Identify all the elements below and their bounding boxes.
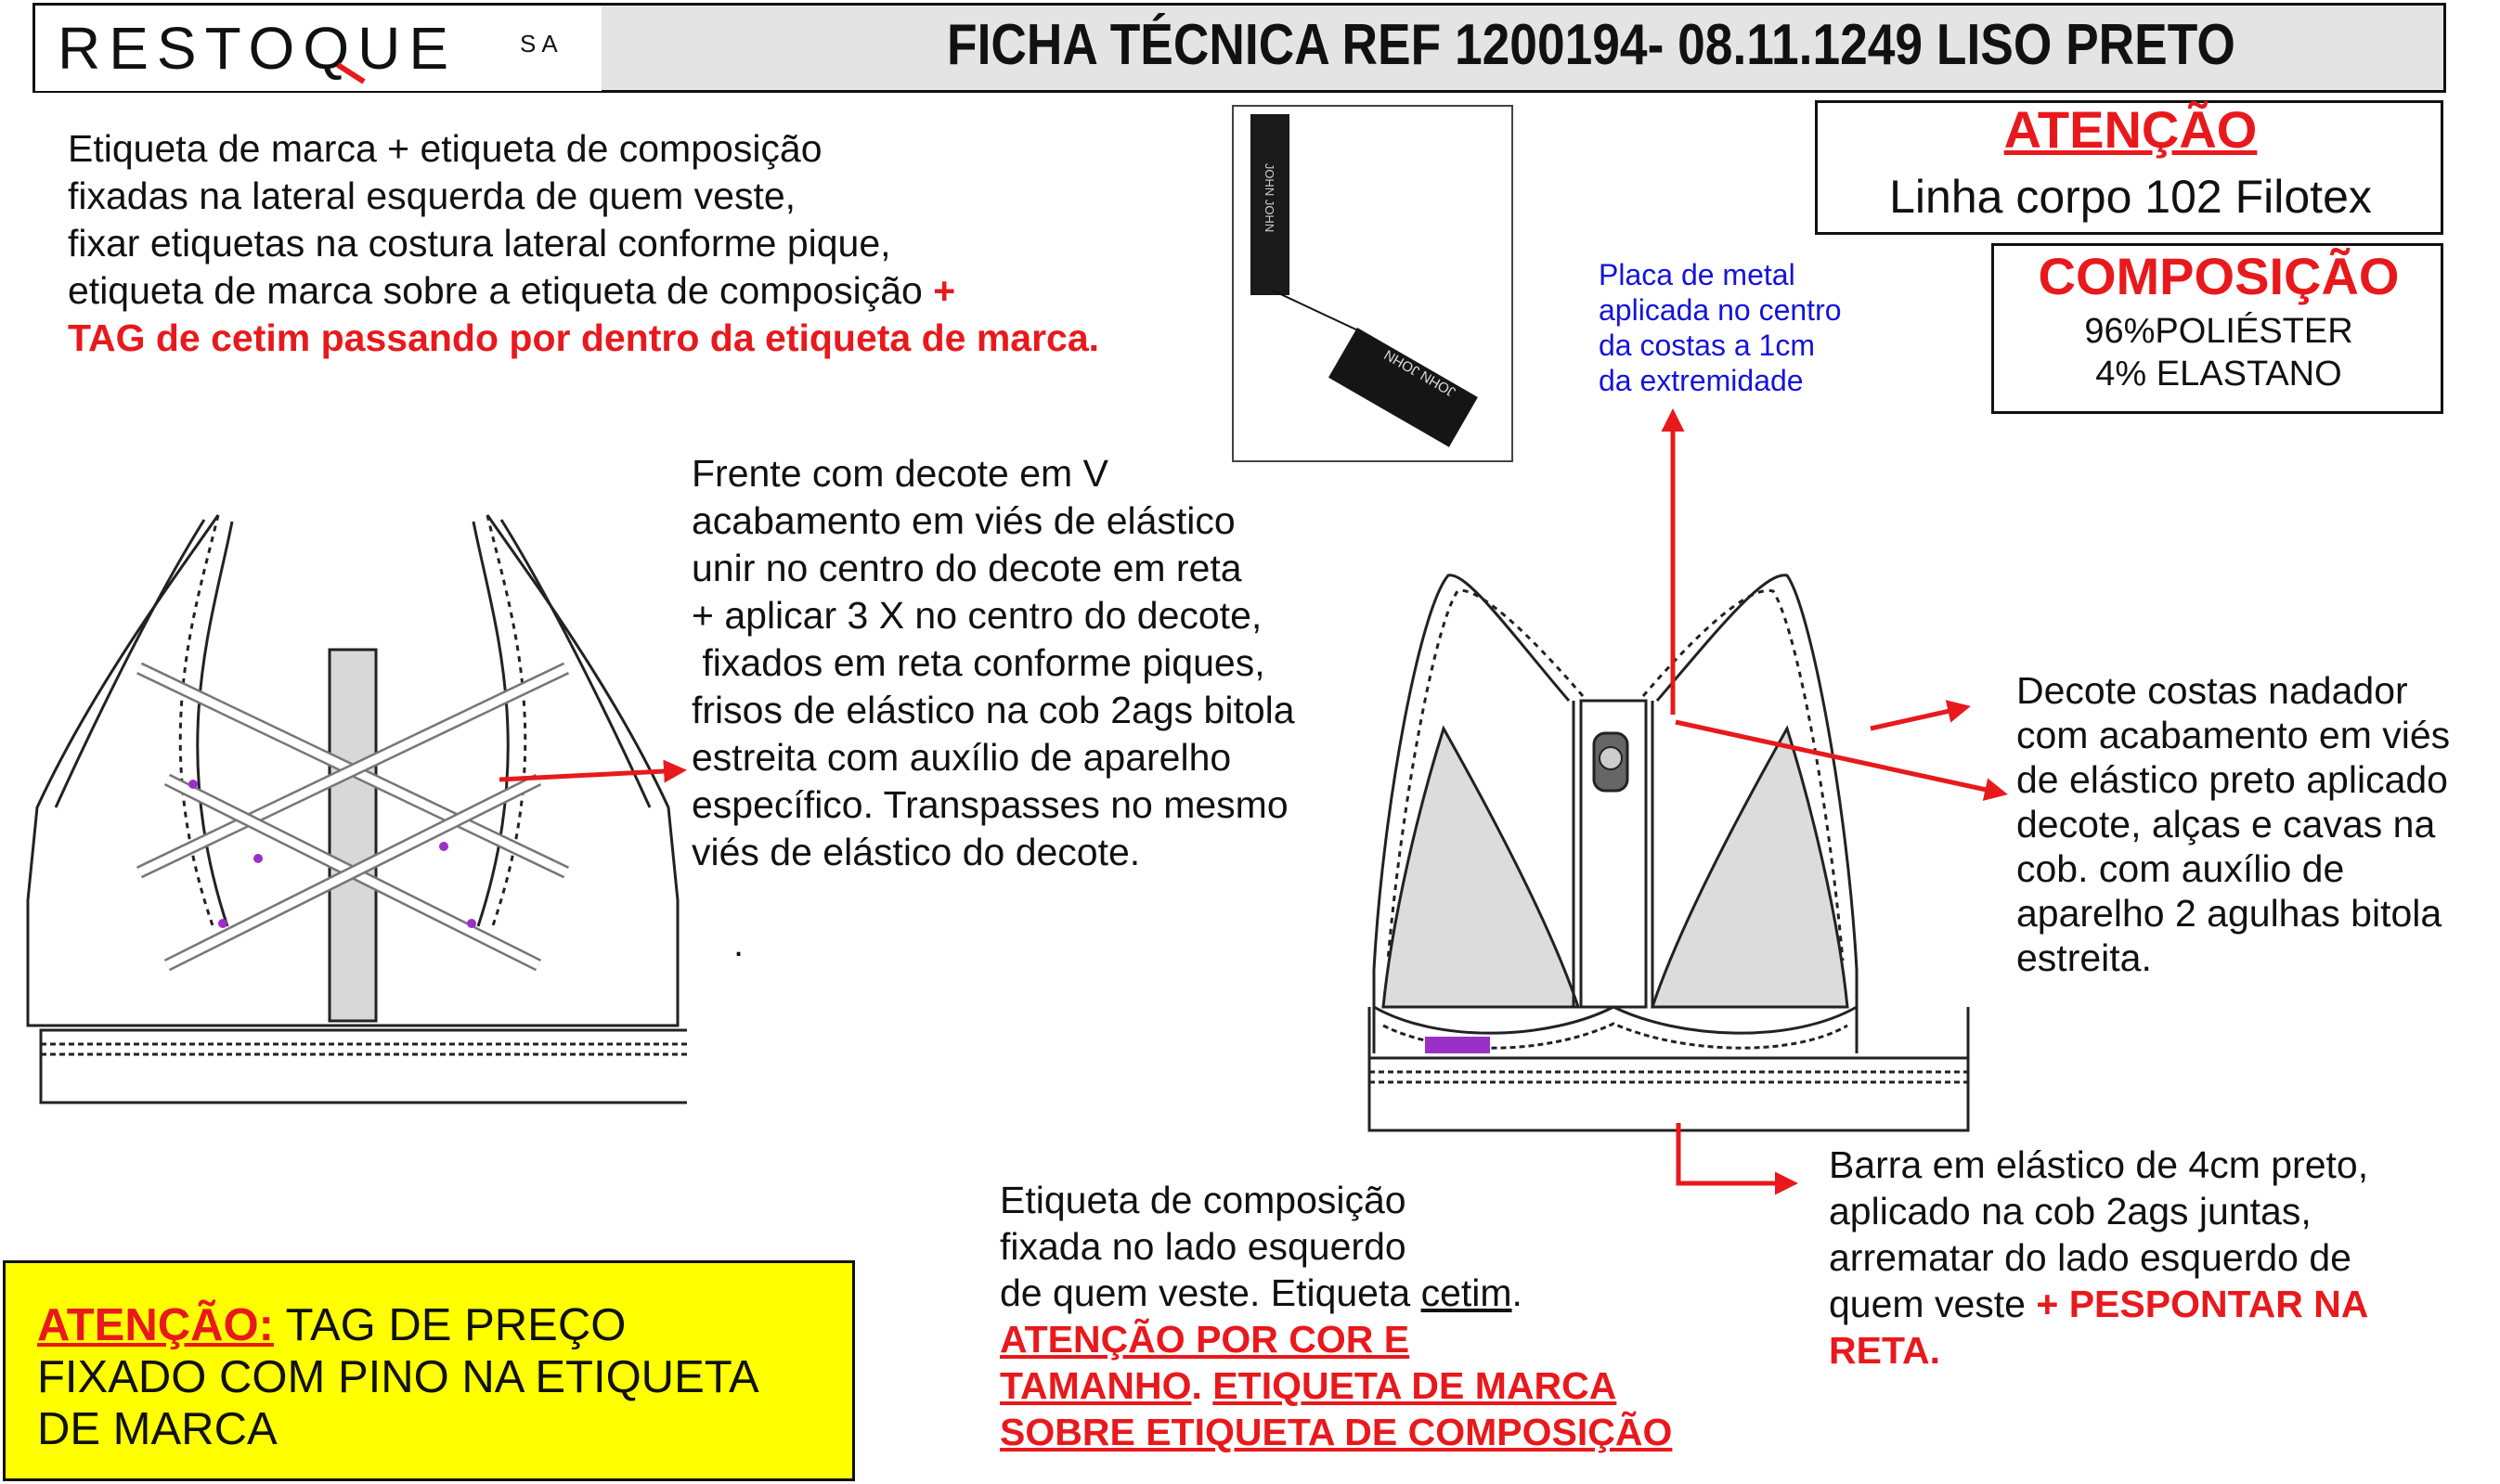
- arrow-hem: [1678, 1123, 1794, 1183]
- stray-dot: .: [733, 923, 745, 964]
- placa-note-line: Placa de metal: [1599, 258, 1795, 291]
- back-note-line: Decote costas nadador: [2016, 669, 2408, 712]
- hem-note-line: arrematar do lado esquerdo de: [1829, 1236, 2351, 1279]
- hem-note-line-red: RETA.: [1829, 1329, 1940, 1372]
- label-note-line: Etiqueta de composição: [1000, 1179, 1406, 1221]
- hem-note-line: quem veste + PESPONTAR NA: [1829, 1283, 2369, 1325]
- front-note-line: acabamento em viés de elástico: [692, 499, 1236, 542]
- label-note-line-red: SOBRE ETIQUETA DE COMPOSIÇÃO: [1000, 1411, 1673, 1453]
- front-note-line: + aplicar 3 X no centro do decote,: [692, 594, 1263, 637]
- arrow-back-neck: [1676, 722, 2003, 794]
- composition-item: 4% ELASTANO: [2095, 355, 2342, 394]
- label-note-line-red: TAG de cetim passando por dentro da etiqueta de marca.: [68, 316, 1100, 359]
- hem-note-line: aplicado na cob 2ags juntas,: [1829, 1190, 2312, 1232]
- label-note-line: fixada no lado esquerdo: [1000, 1225, 1406, 1268]
- label-note-line: Etiqueta de marca + etiqueta de composição: [68, 127, 823, 170]
- attention-line: Linha corpo 102 Filotex: [1889, 171, 2372, 223]
- back-note-line: estreita.: [2016, 936, 2152, 979]
- back-note-line: aparelho 2 agulhas bitola: [2016, 892, 2442, 935]
- label-note-line: fixadas na lateral esquerda de quem veste,: [68, 174, 797, 217]
- tag-brand-text: JOHN JOHN: [1381, 346, 1459, 400]
- label-note-line: fixar etiquetas na costura lateral conforme pique,: [68, 222, 891, 265]
- label-note-line: de quem veste. Etiqueta cetim.: [1000, 1271, 1522, 1314]
- front-note-line: estreita com auxílio de aparelho: [692, 736, 1232, 779]
- label-note-line: etiqueta de marca sobre a etiqueta de composição +: [68, 269, 956, 312]
- back-note-line: cob. com auxílio de: [2016, 847, 2345, 890]
- front-note-line: Frente com decote em V: [692, 452, 1108, 495]
- front-note-line: viés de elástico do decote.: [692, 831, 1141, 873]
- price-tag-warning: ATENÇÃO: TAG DE PREÇO FIXADO COM PINO NA ETIQUETA DE MARCA: [37, 1300, 759, 1454]
- attention-title: ATENÇÃO: [2003, 100, 2258, 159]
- back-note-line: com acabamento em viés: [2016, 714, 2451, 756]
- placa-note-line: da costas a 1cm: [1599, 329, 1815, 362]
- front-note-line: fixados em reta conforme piques,: [692, 641, 1265, 684]
- placa-note-line: aplicada no centro: [1599, 293, 1842, 327]
- label-note-line-red: TAMANHO. ETIQUETA DE MARCA: [1000, 1364, 1617, 1407]
- label-note-line-red: ATENÇÃO POR COR E: [1000, 1318, 1410, 1361]
- back-note-line: de elástico preto aplicado: [2016, 758, 2448, 801]
- arrow-armhole: [1871, 707, 1966, 729]
- back-note-line: decote, alças e cavas na: [2016, 803, 2436, 845]
- front-note-line: frisos de elástico na cob 2ags bitola: [692, 689, 1295, 731]
- arrow-front: [499, 770, 682, 780]
- plus-mark: +: [933, 269, 956, 312]
- composition-item: 96%POLIÉSTER: [2084, 312, 2353, 351]
- hem-note-line: Barra em elástico de 4cm preto,: [1829, 1143, 2369, 1186]
- front-note-line: específico. Transpasses no mesmo: [692, 783, 1289, 826]
- placa-note-line: da extremidade: [1599, 364, 1804, 397]
- composition-title: COMPOSIÇÃO: [2038, 247, 2400, 305]
- label-brand-text: JOHN JOHN: [1263, 162, 1276, 233]
- brand-logo: RESTOQUE: [58, 15, 457, 82]
- brand-logo-suffix: SA: [520, 30, 563, 58]
- warning-label: ATENÇÃO:: [37, 1300, 274, 1350]
- front-note-line: unir no centro do decote em reta: [692, 547, 1242, 589]
- page-title: FICHA TÉCNICA REF 1200194- 08.11.1249 LISO PRETO: [947, 13, 2235, 77]
